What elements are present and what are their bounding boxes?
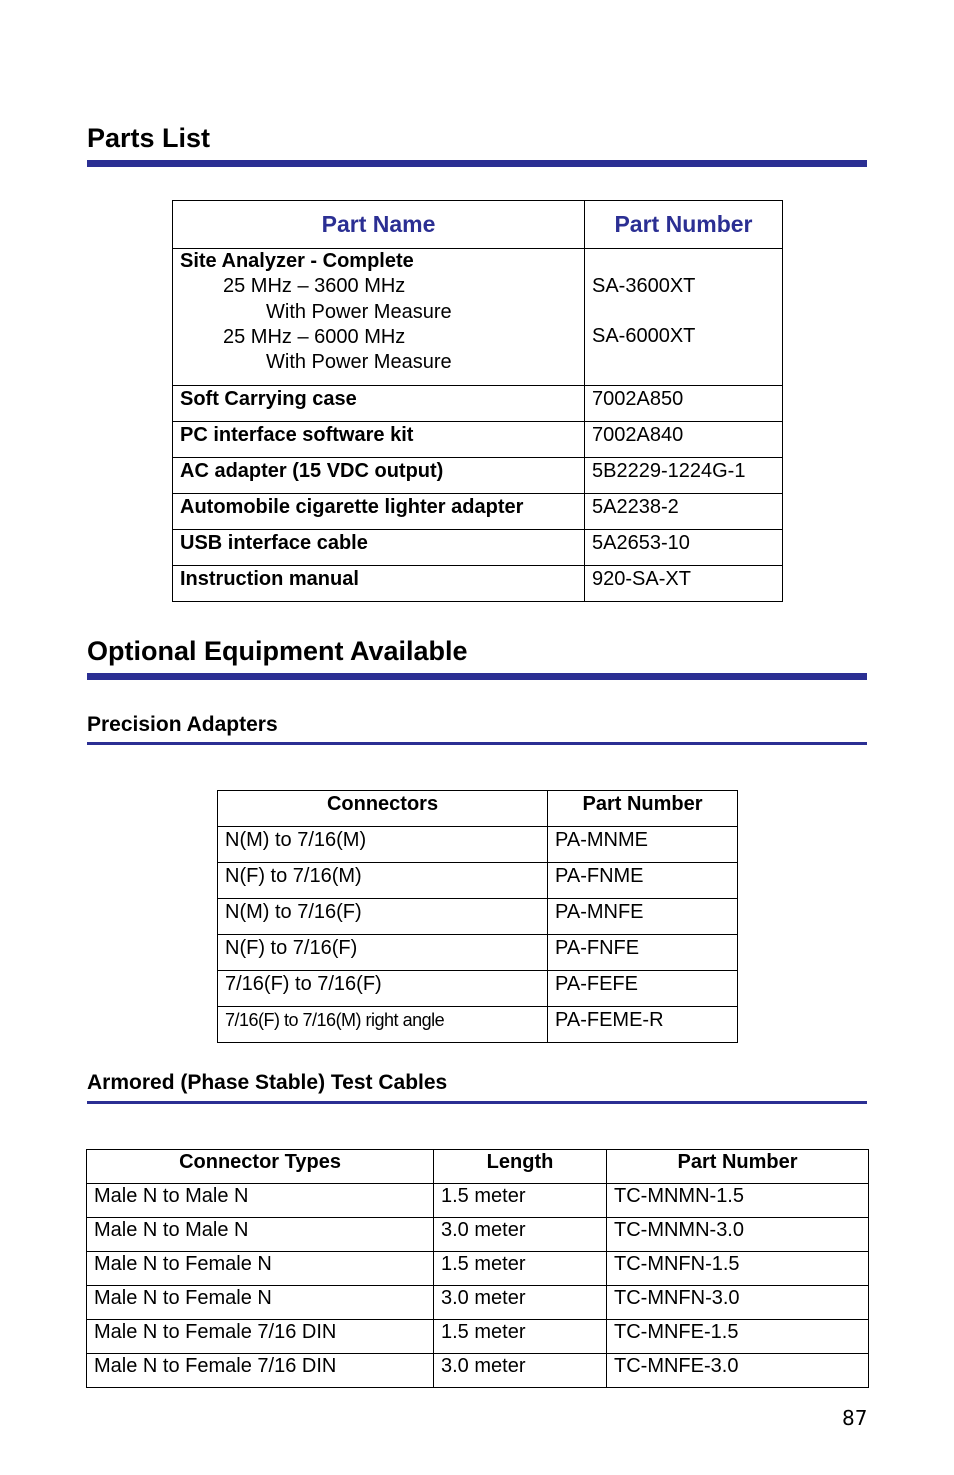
optional-equipment-heading: Optional Equipment Available xyxy=(87,636,468,666)
part-number-cell xyxy=(585,249,783,386)
part-name: Soft Carrying case xyxy=(173,386,585,422)
column-header: Part Number xyxy=(607,1150,869,1184)
table-row xyxy=(218,971,738,1007)
parts-list-table xyxy=(172,200,783,602)
part-name: AC adapter (15 VDC output) xyxy=(173,458,585,494)
column-header: Part Number xyxy=(585,201,783,249)
precision-adapters-heading: Precision Adapters xyxy=(87,713,278,736)
subheading-rule xyxy=(87,1101,867,1104)
table-row xyxy=(173,458,783,494)
part-detail: 25 MHz – 6000 MHz xyxy=(223,325,406,348)
part-number: PA-MNME xyxy=(548,827,738,863)
cable-length: 3.0 meter xyxy=(434,1354,607,1388)
part-number: 7002A850 xyxy=(585,386,783,422)
table-row xyxy=(218,1007,738,1043)
table-header-row xyxy=(87,1150,869,1184)
table-row xyxy=(173,249,783,386)
part-number: TC-MNMN-1.5 xyxy=(607,1184,869,1218)
connector-cell: N(F) to 7/16(F) xyxy=(218,935,548,971)
heading-rule xyxy=(87,673,867,680)
cable-length: 1.5 meter xyxy=(434,1184,607,1218)
connector-cell: N(M) to 7/16(M) xyxy=(218,827,548,863)
part-number: TC-MNFE-3.0 xyxy=(607,1354,869,1388)
table-row xyxy=(87,1354,869,1388)
part-number: 5A2238-2 xyxy=(585,494,783,530)
connector-type: Male N to Female N xyxy=(87,1252,434,1286)
table-row xyxy=(173,566,783,602)
table-row xyxy=(87,1286,869,1320)
table-row xyxy=(87,1252,869,1286)
part-number: 7002A840 xyxy=(585,422,783,458)
part-number: TC-MNMN-3.0 xyxy=(607,1218,869,1252)
connector-cell: 7/16(F) to 7/16(F) xyxy=(218,971,548,1007)
table-header-row xyxy=(173,201,783,249)
connector-cell: 7/16(F) to 7/16(M) right angle xyxy=(218,1007,548,1043)
table-row xyxy=(173,494,783,530)
part-name: USB interface cable xyxy=(173,530,585,566)
part-number: PA-FEME-R xyxy=(548,1007,738,1043)
part-detail: 25 MHz – 3600 MHz xyxy=(223,275,406,298)
part-number: 5B2229-1224G-1 xyxy=(585,458,783,494)
connector-cell: N(M) to 7/16(F) xyxy=(218,899,548,935)
part-name: Site Analyzer - Complete xyxy=(180,250,414,272)
parts-list-heading: Parts List xyxy=(87,123,211,153)
part-name: Instruction manual xyxy=(173,566,585,602)
cable-length: 3.0 meter xyxy=(434,1218,607,1252)
part-number: PA-MNFE xyxy=(548,899,738,935)
part-detail: With Power Measure xyxy=(266,351,452,374)
table-row xyxy=(218,827,738,863)
table-row xyxy=(218,899,738,935)
part-name-cell xyxy=(173,249,585,386)
column-header: Length xyxy=(434,1150,607,1184)
part-number: SA-3600XT xyxy=(592,275,696,297)
table-header-row xyxy=(218,791,738,827)
connector-type: Male N to Female N xyxy=(87,1286,434,1320)
table-row xyxy=(87,1184,869,1218)
cable-length: 1.5 meter xyxy=(434,1320,607,1354)
connector-cell: N(F) to 7/16(M) xyxy=(218,863,548,899)
heading-rule xyxy=(87,160,867,167)
table-row xyxy=(218,935,738,971)
precision-adapters-table xyxy=(217,790,738,1043)
part-number: TC-MNFN-3.0 xyxy=(607,1286,869,1320)
part-number: TC-MNFN-1.5 xyxy=(607,1252,869,1286)
connector-type: Male N to Male N xyxy=(87,1184,434,1218)
column-header: Connectors xyxy=(218,791,548,827)
cable-length: 1.5 meter xyxy=(434,1252,607,1286)
table-row xyxy=(218,863,738,899)
cable-length: 3.0 meter xyxy=(434,1286,607,1320)
part-number: PA-FNFE xyxy=(548,935,738,971)
column-header: Part Name xyxy=(173,201,585,249)
table-row xyxy=(87,1218,869,1252)
column-header: Connector Types xyxy=(87,1150,434,1184)
test-cables-heading: Armored (Phase Stable) Test Cables xyxy=(87,1071,448,1094)
part-number: PA-FEFE xyxy=(548,971,738,1007)
test-cables-table xyxy=(86,1149,869,1388)
page-number: 87 xyxy=(842,1406,868,1430)
part-number: SA-6000XT xyxy=(592,325,696,348)
part-name: Automobile cigarette lighter adapter xyxy=(173,494,585,530)
table-row xyxy=(87,1320,869,1354)
table-row xyxy=(173,530,783,566)
part-name: PC interface software kit xyxy=(173,422,585,458)
connector-type: Male N to Male N xyxy=(87,1218,434,1252)
part-detail: With Power Measure xyxy=(266,300,452,323)
subheading-rule xyxy=(87,742,867,745)
connector-type: Male N to Female 7/16 DIN xyxy=(87,1354,434,1388)
connector-type: Male N to Female 7/16 DIN xyxy=(87,1320,434,1354)
part-number: 920-SA-XT xyxy=(585,566,783,602)
column-header: Part Number xyxy=(548,791,738,827)
part-number: 5A2653-10 xyxy=(585,530,783,566)
table-row xyxy=(173,422,783,458)
part-number: TC-MNFE-1.5 xyxy=(607,1320,869,1354)
table-row xyxy=(173,386,783,422)
part-number: PA-FNME xyxy=(548,863,738,899)
